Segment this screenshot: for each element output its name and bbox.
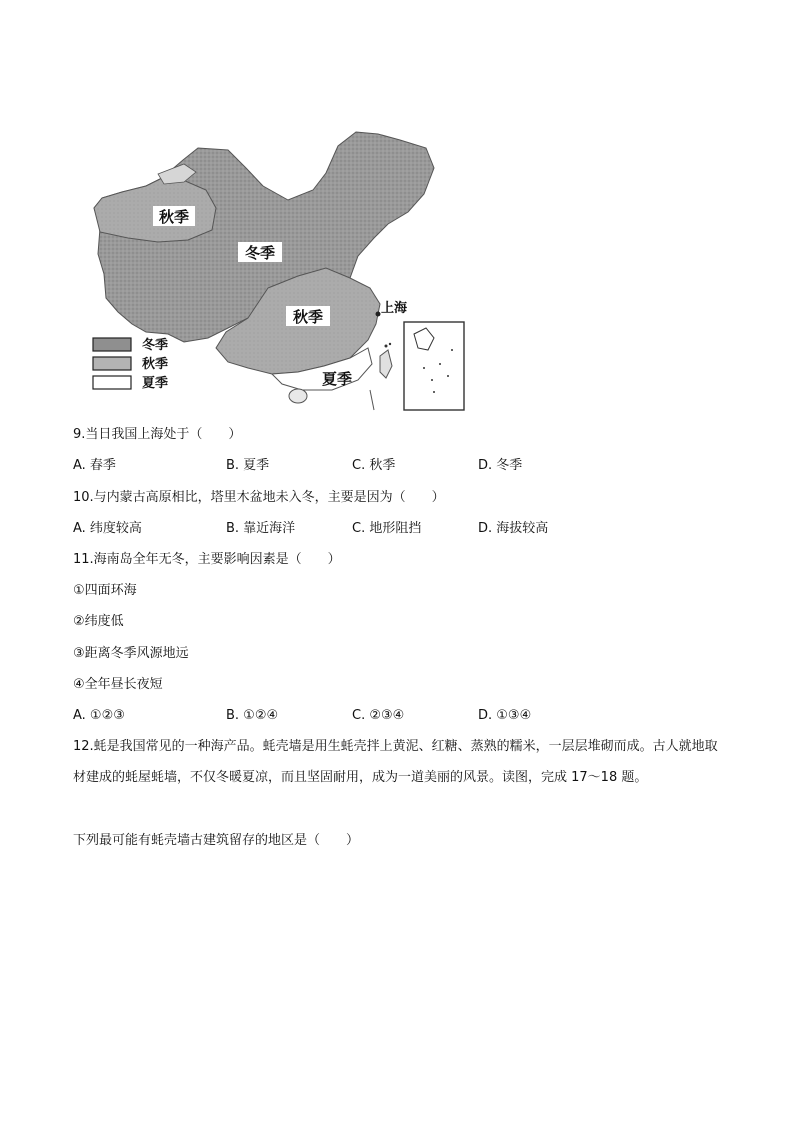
map-legend [93,337,168,391]
season-map-figure [88,128,468,414]
question-10-option-d[interactable]: D. 海拔较高 [478,521,549,536]
question-11-option-b[interactable]: B. ①②④ [226,708,279,723]
question-11-option-a[interactable]: A. ①②③ [73,708,125,723]
question-11-factor-4: ④全年昼长夜短 [73,677,163,692]
question-9-stem: 9.当日我国上海处于（ ） [73,427,242,442]
china-season-map [88,128,468,414]
question-11-option-c[interactable]: C. ②③④ [352,708,405,723]
label-summer-south: 夏季 [321,370,353,388]
label-autumn-south: 秋季 [292,308,324,326]
question-12-subquestion: 下列最可能有蚝壳墙古建筑留存的地区是（ ） [73,833,360,848]
question-10-option-c[interactable]: C. 地形阻挡 [352,521,422,536]
question-11-factor-1: ①四面环海 [73,583,137,598]
question-11-option-d[interactable]: D. ①③④ [478,708,532,723]
question-11-factor-2: ②纬度低 [73,614,124,629]
question-9-option-d[interactable]: D. 冬季 [478,458,523,473]
question-11-factor-3: ③距离冬季风源地远 [73,646,189,661]
hainan-island [289,389,307,403]
label-shanghai: 上海 [380,301,408,316]
question-10-stem: 10.与内蒙古高原相比，塔里木盆地未入冬，主要是因为（ ） [73,490,445,505]
label-autumn-west: 秋季 [158,208,190,226]
label-winter-north: 冬季 [244,244,276,262]
question-12-stem: 12.蚝是我国常见的一种海产品。蚝壳墙是用生蚝壳拌上黄泥、红糖、蒸熟的糯米，一层层堆砌而成。古人就地取材建成的蚝屋蚝墙，不仅冬暖夏凉，而且坚固耐用，成为一道美丽的风景。读图，完成 17～18 题。 [73,739,718,785]
question-11-stem: 11.海南岛全年无冬，主要影响因素是（ ） [73,552,341,567]
legend-winter-label: 冬季 [142,338,169,353]
question-9-option-c[interactable]: C. 秋季 [352,458,396,473]
question-10-option-a[interactable]: A. 纬度较高 [73,521,142,536]
south-china-sea-inset [404,322,464,410]
taiwan-island [380,350,392,378]
question-10-option-b[interactable]: B. 靠近海洋 [226,521,296,536]
legend-summer-label: 夏季 [142,376,169,391]
legend-autumn-label: 秋季 [142,357,169,372]
question-9-option-b[interactable]: B. 夏季 [226,458,270,473]
question-9-option-a[interactable]: A. 春季 [73,458,116,473]
